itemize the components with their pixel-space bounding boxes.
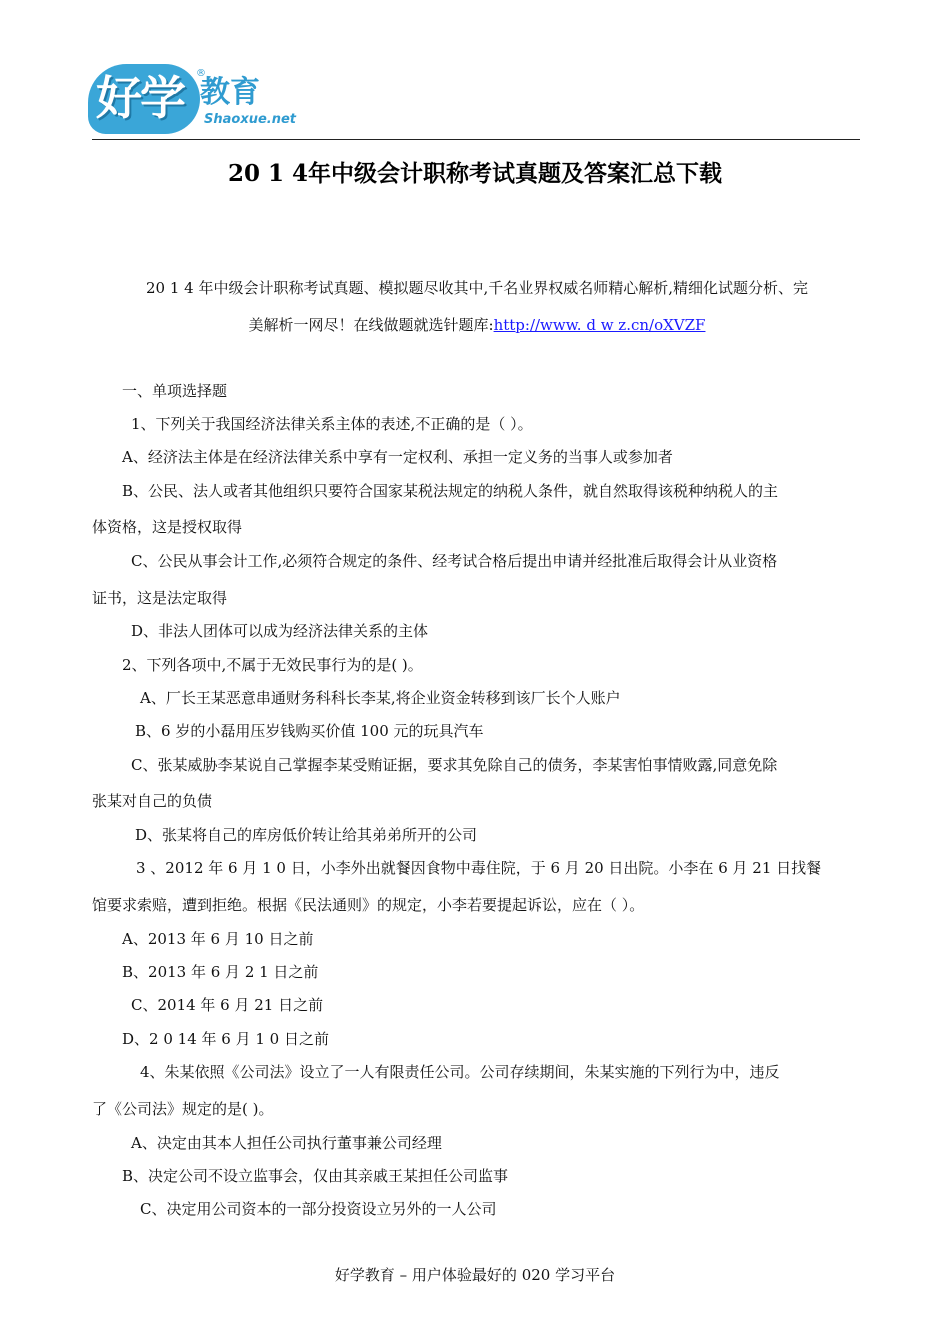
question-2: 2、下列各项中,不属于无效民事行为的是( )。 — [122, 656, 423, 674]
q1-option-d: D、非法人团体可以成为经济法律关系的主体 — [131, 622, 429, 640]
q3-option-a: A、2013 年 6 月 10 日之前 — [122, 930, 314, 948]
q1-option-a: A、经济法主体是在经济法律关系中享有一定权利、承担一定义务的当事人或参加者 — [122, 448, 673, 466]
logo-registered-mark: ® — [196, 68, 206, 79]
q1-option-b: B、公民、法人或者其他组织只要符合国家某税法规定的纳税人条件，就自然取得该税种纳税人的主 — [122, 482, 779, 500]
q3-option-d: D、2 0 14 年 6 月 1 0 日之前 — [122, 1030, 329, 1048]
header-divider — [92, 139, 860, 140]
section-heading: 一、单项选择题 — [122, 382, 228, 400]
brand-logo — [88, 64, 297, 140]
question-1: 1、下列关于我国经济法律关系主体的表述,不正确的是（ ）。 — [131, 415, 533, 433]
question-3-cont: 馆要求索赔，遭到拒绝。根据《民法通则》的规定，小李若要提起诉讼，应在（ ）。 — [92, 896, 645, 914]
q3-option-b: B、2013 年 6 月 2 1 日之前 — [122, 963, 319, 981]
question-bank-link[interactable]: http://www. d w z.cn/oXVZF — [493, 316, 706, 334]
q1-option-c-cont: 证书，这是法定取得 — [92, 589, 228, 607]
q2-option-c: C、张某威胁李某说自己掌握李某受贿证据，要求其免除自己的债务，李某害怕事情败露,同意免除 — [131, 756, 778, 774]
intro-line-2-text: 美解析一网尽！在线做题就选针题库: — [248, 316, 494, 334]
intro-line-1: 20 1 4 年中级会计职称考试真题、模拟题尽收其中,千名业界权威名师精心解析,精细化试题分析、完 — [145, 279, 809, 297]
q4-option-b: B、决定公司不设立监事会，仅由其亲戚王某担任公司监事 — [122, 1167, 509, 1185]
q2-option-c-cont: 张某对自己的负债 — [92, 792, 213, 810]
intro-line-2 — [92, 315, 862, 335]
q1-option-b-cont: 体资格，这是授权取得 — [92, 518, 243, 536]
q2-option-a: A、厂长王某恶意串通财务科科长李某,将企业资金转移到该厂长个人账户 — [140, 689, 621, 707]
question-3: 3 、2012 年 6 月 1 0 日，小李外出就餐因食物中毒住院，于 6 月 20 日出院。小李在 6 月 21 日找餐 — [136, 859, 822, 877]
logo-main-text: 好学 — [96, 71, 184, 125]
logo-sub-text: 教育 — [200, 75, 260, 110]
question-4-cont: 了《公司法》规定的是( )。 — [92, 1100, 274, 1118]
q2-option-d: D、张某将自己的库房低价转让给其弟弟所开的公司 — [135, 826, 478, 844]
page-footer: 好学教育 – 用户体验最好的 020 学习平台 — [334, 1266, 616, 1284]
q4-option-c: C、决定用公司资本的一部分投资设立另外的一人公司 — [140, 1200, 497, 1218]
q4-option-a: A、决定由其本人担任公司执行董事兼公司经理 — [131, 1134, 442, 1152]
document-title: 20 1 4年中级会计职称考试真题及答案汇总下载 — [227, 160, 723, 187]
question-4: 4、朱某依照《公司法》设立了一人有限责任公司。公司存续期间，朱某实施的下列行为中，违反 — [140, 1063, 780, 1081]
logo-domain: Shaoxue.net — [204, 112, 297, 127]
q3-option-c: C、2014 年 6 月 21 日之前 — [131, 996, 324, 1014]
q1-option-c: C、公民从事会计工作,必须符合规定的条件、经考试合格后提出申请并经批准后取得会计从业资格 — [131, 552, 778, 570]
q2-option-b: B、6 岁的小磊用压岁钱购买价值 100 元的玩具汽车 — [135, 722, 484, 740]
